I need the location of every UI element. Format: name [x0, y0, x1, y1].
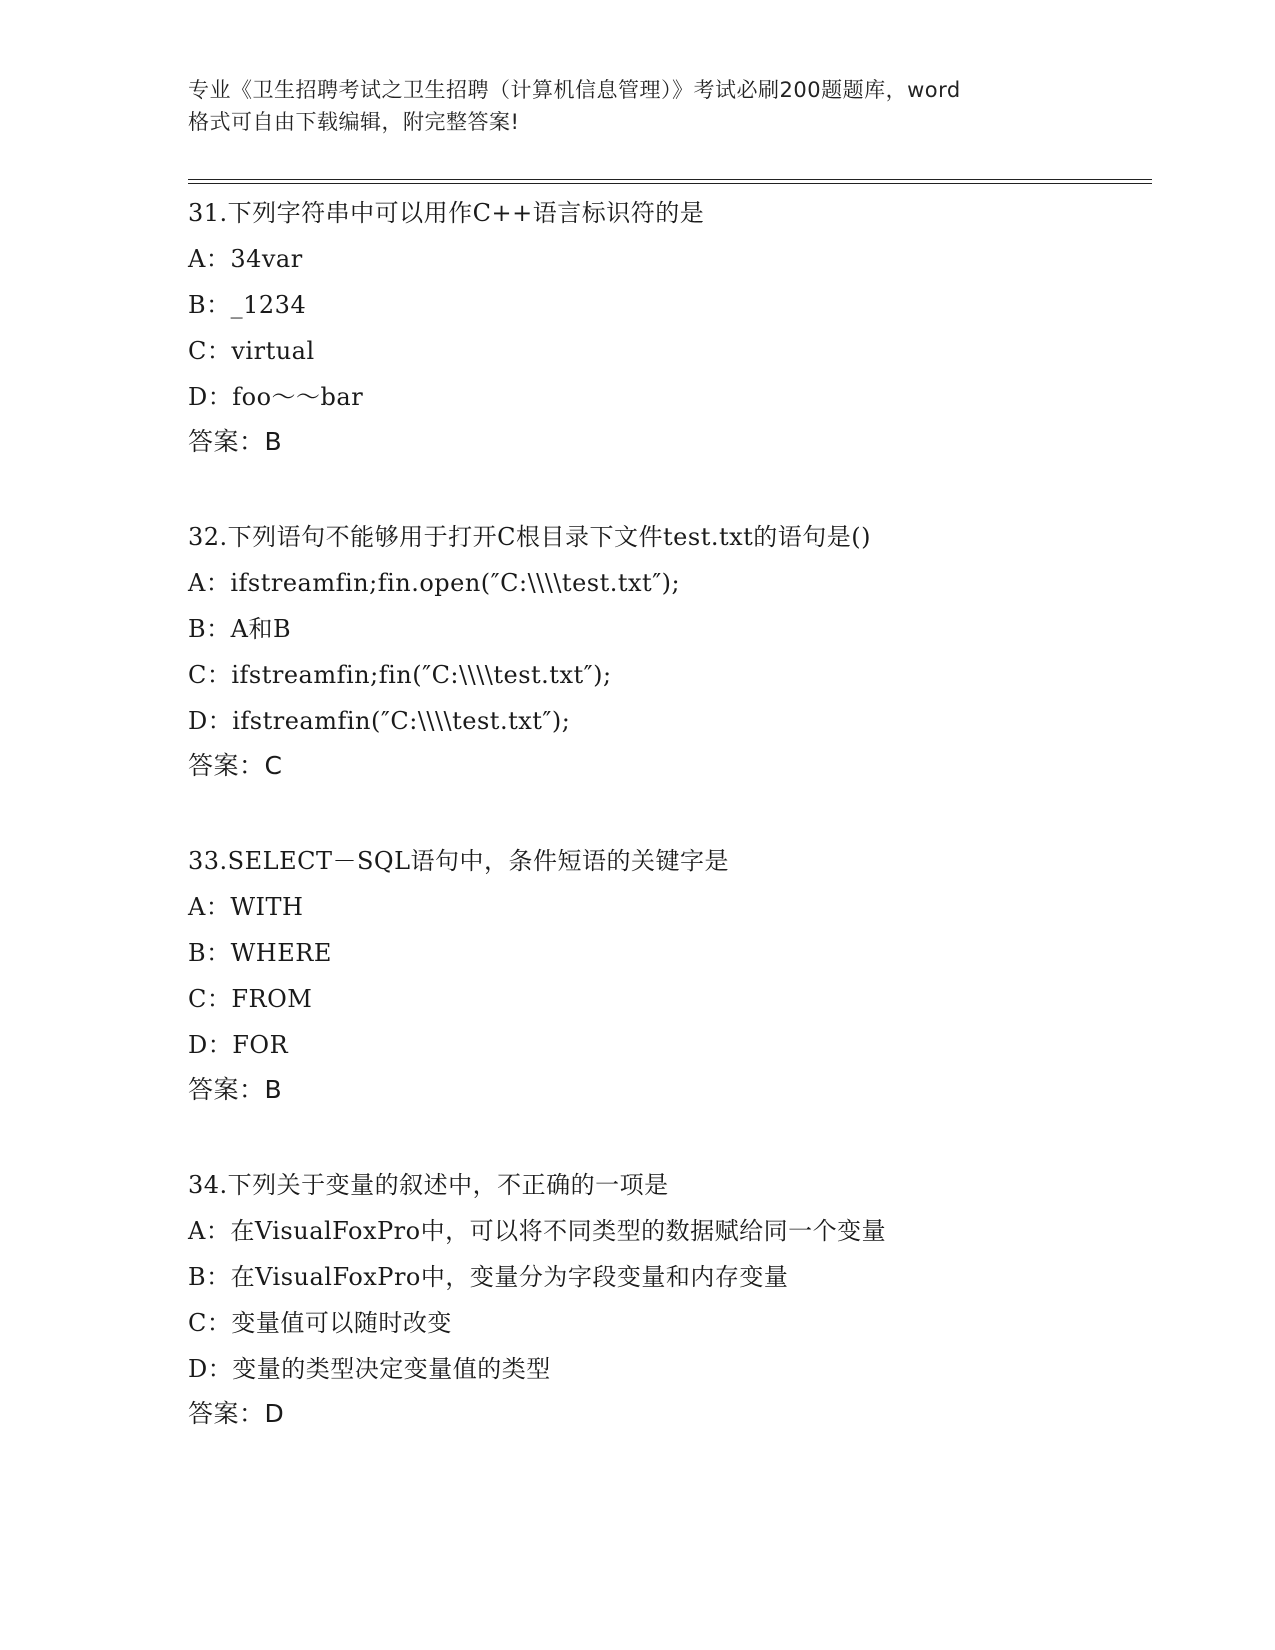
- option-c: C：ifstreamfin;fin(″C:\\\\test.txt″);: [188, 661, 612, 689]
- question-34: [188, 1162, 1148, 1436]
- header-divider-top: [188, 179, 1152, 180]
- header-line-1: 专业《卫生招聘考试之卫生招聘（计算机信息管理）》考试必刷200题题库，word: [188, 78, 961, 102]
- option-c: C：FROM: [188, 985, 313, 1013]
- option-a: A：在VisualFoxPro中，可以将不同类型的数据赋给同一个变量: [188, 1217, 887, 1245]
- question-stem: 32.下列语句不能够用于打开C根目录下文件test.txt的语句是(): [188, 523, 872, 551]
- answer: 答案：D: [188, 1399, 285, 1428]
- document-header: [188, 74, 1088, 138]
- option-d: D：foo～～bar: [188, 383, 364, 411]
- question-stem: 33.SELECT－SQL语句中，条件短语的关键字是: [188, 847, 730, 875]
- option-b: B：_1234: [188, 291, 307, 319]
- answer: 答案：B: [188, 427, 283, 456]
- question-32: [188, 514, 1148, 788]
- question-list: [188, 190, 1148, 1486]
- question-33: [188, 838, 1148, 1112]
- option-d: D：ifstreamfin(″C:\\\\test.txt″);: [188, 707, 571, 735]
- option-b: B：A和B: [188, 615, 292, 643]
- option-a: A：ifstreamfin;fin.open(″C:\\\\test.txt″);: [188, 569, 681, 597]
- option-a: A：WITH: [188, 893, 304, 921]
- option-c: C：变量值可以随时改变: [188, 1309, 452, 1337]
- option-d: D：FOR: [188, 1031, 289, 1059]
- answer: 答案：C: [188, 751, 283, 780]
- question-stem: 31.下列字符串中可以用作C++语言标识符的是: [188, 199, 705, 227]
- header-line-2: 格式可自由下载编辑，附完整答案!: [188, 110, 520, 134]
- option-a: A：34var: [188, 245, 303, 273]
- option-c: C：virtual: [188, 337, 315, 365]
- header-divider-bottom: [188, 183, 1152, 184]
- question-31: [188, 190, 1148, 464]
- answer: 答案：B: [188, 1075, 283, 1104]
- question-stem: 34.下列关于变量的叙述中，不正确的一项是: [188, 1171, 669, 1199]
- option-d: D：变量的类型决定变量值的类型: [188, 1355, 551, 1383]
- option-b: B：在VisualFoxPro中，变量分为字段变量和内存变量: [188, 1263, 789, 1291]
- option-b: B：WHERE: [188, 939, 332, 967]
